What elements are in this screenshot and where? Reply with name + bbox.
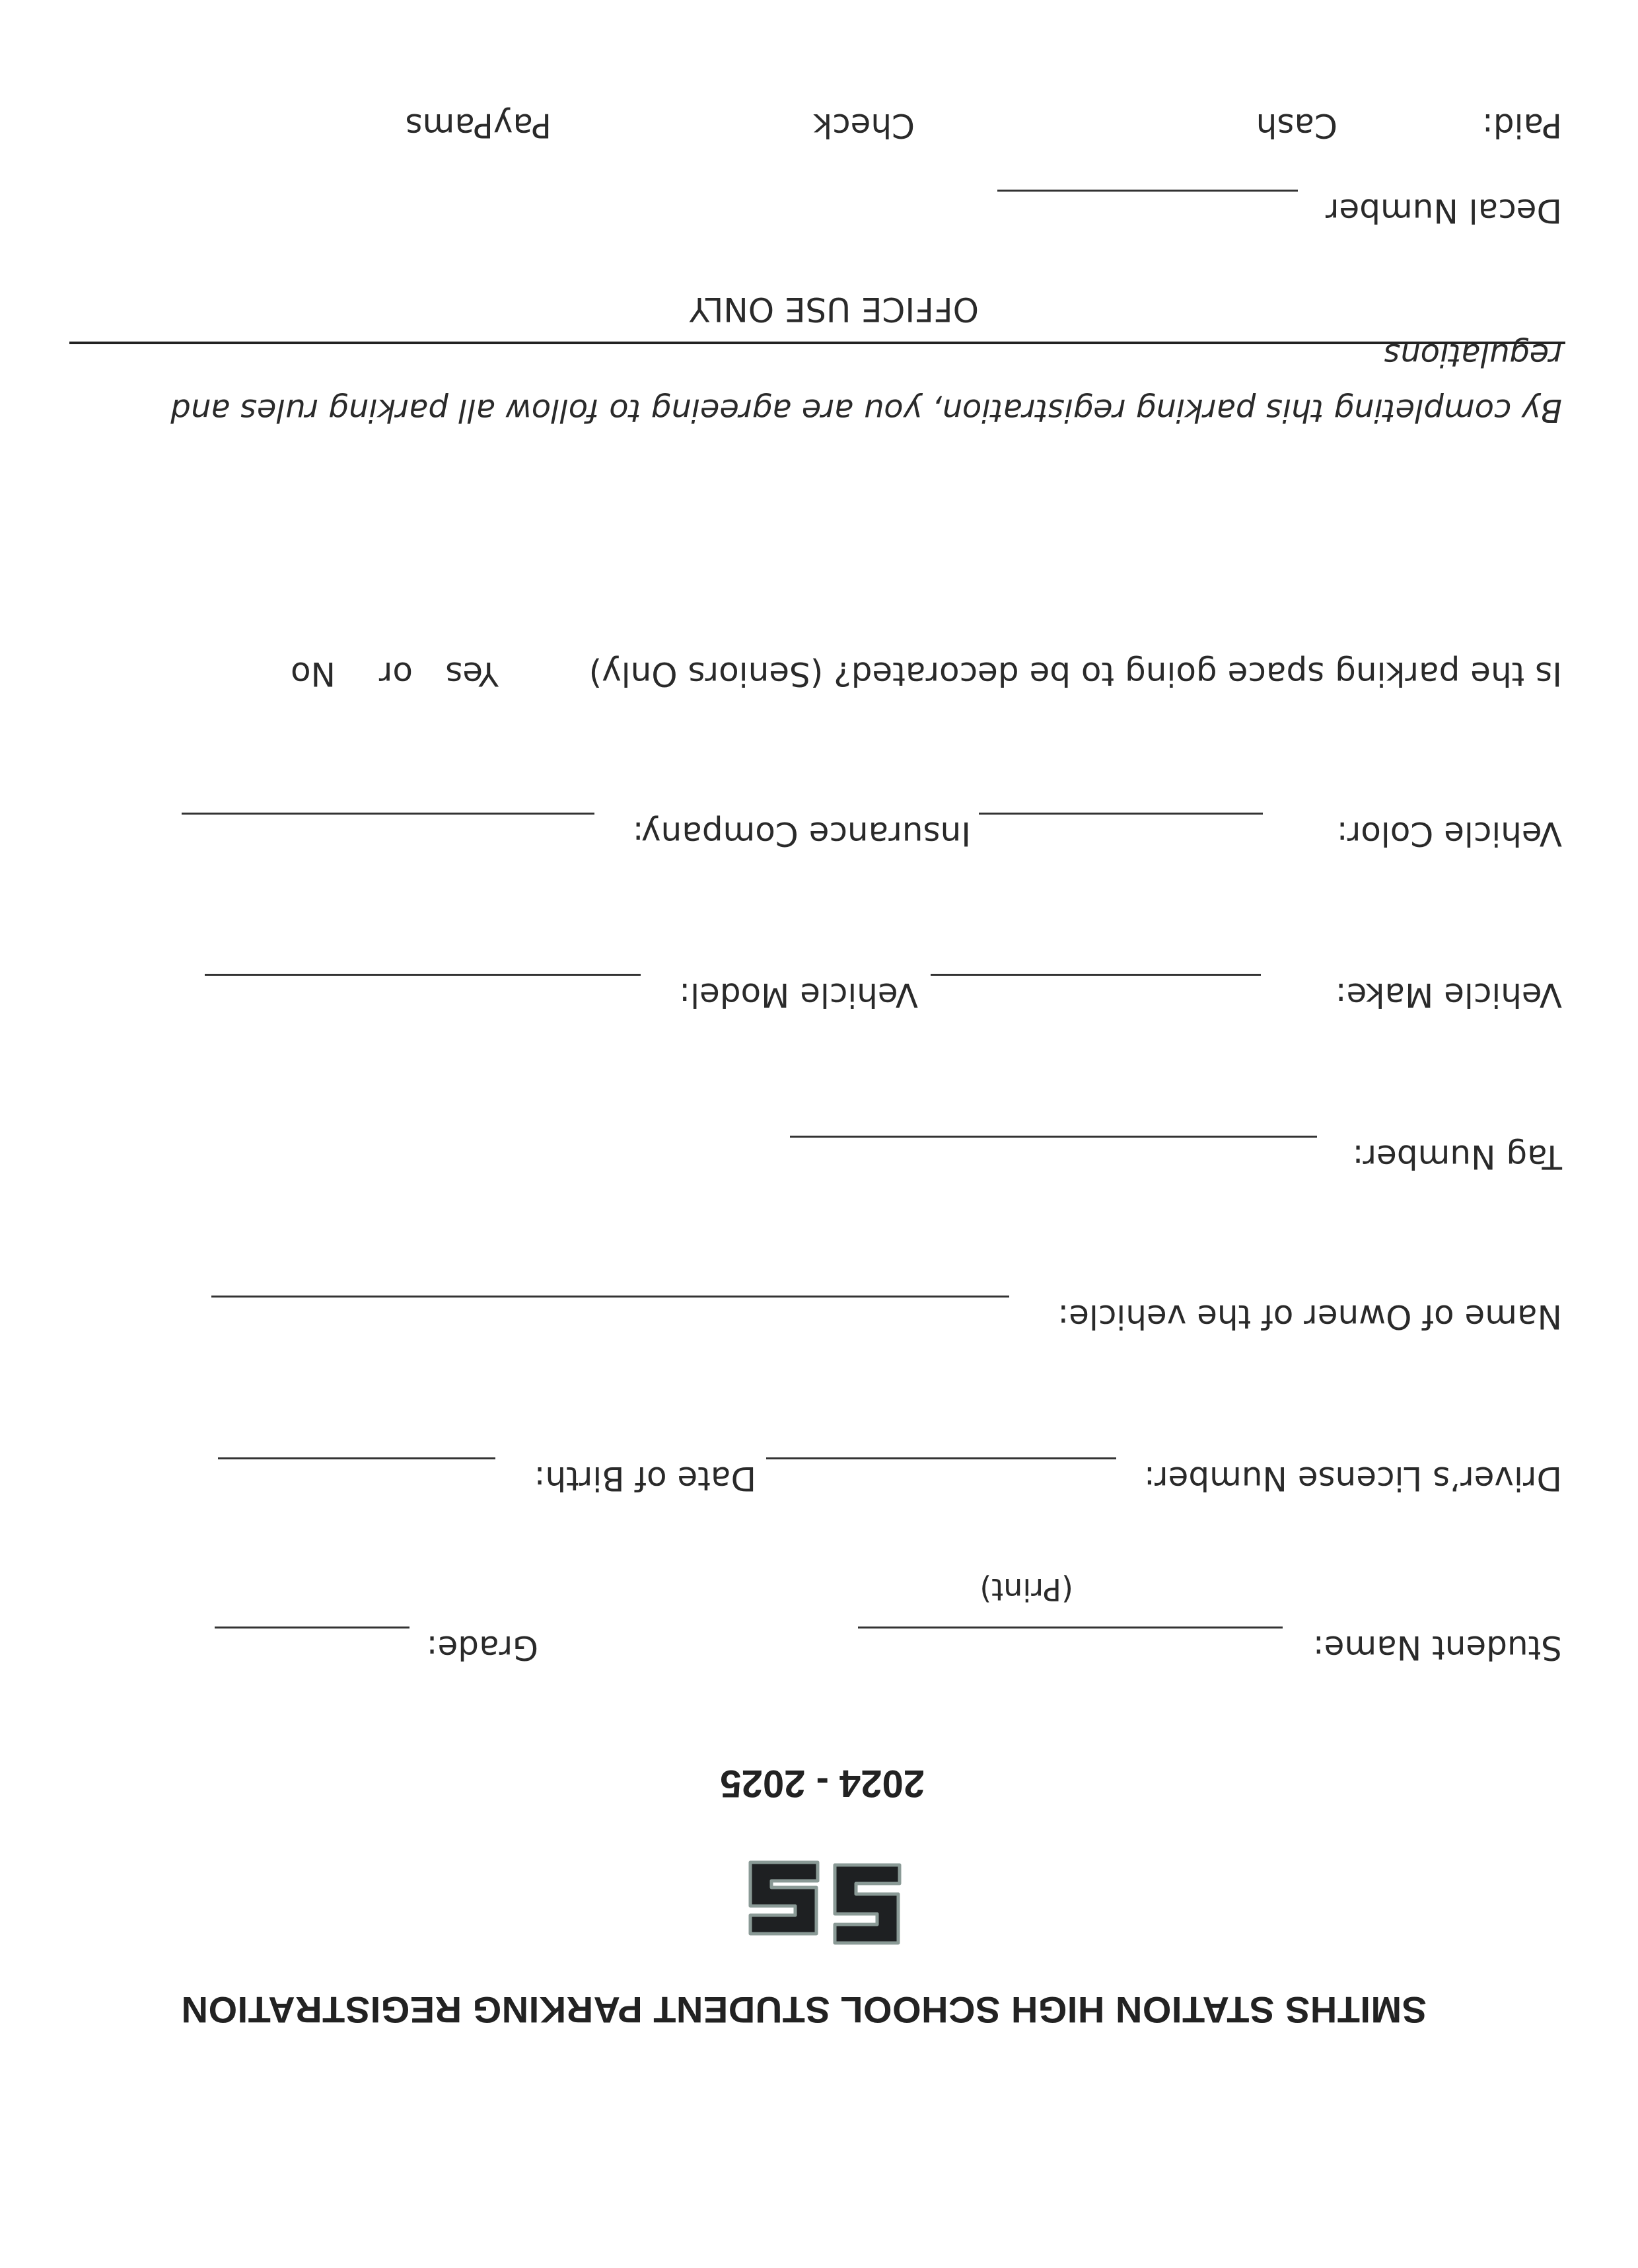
school-year: 2024 - 2025 (720, 1762, 925, 1805)
drivers-license-field[interactable] (766, 1457, 1116, 1459)
decorated-or-text: or (378, 655, 413, 693)
vehicle-make-field[interactable] (931, 974, 1261, 976)
paid-option-cash[interactable]: Cash (1256, 106, 1337, 145)
insurance-field[interactable] (182, 813, 594, 815)
office-use-heading: OFFICE USE ONLY (689, 290, 979, 328)
print-hint: (Print) (979, 1572, 1073, 1607)
paid-option-check[interactable]: Check (813, 106, 915, 145)
paid-label: Paid: (1481, 106, 1562, 145)
dob-label: Date of Birth: (534, 1459, 756, 1498)
vehicle-model-field[interactable] (205, 974, 641, 976)
agreement-text: By completing this parking registration, you are agreeing to follow all parking rules and regulations (170, 336, 1562, 429)
form-title: SMITHS STATION HIGH SCHOOL STUDENT PARKING REGISTRATION (181, 1989, 1427, 2031)
insurance-label: Insurance Company: (632, 815, 971, 853)
decal-number-label: Decal Number (1325, 192, 1562, 230)
vehicle-make-label: Vehicle Make: (1335, 976, 1562, 1014)
student-name-label: Student Name: (1312, 1628, 1562, 1667)
tag-number-label: Tag Number: (1352, 1138, 1562, 1176)
decal-number-field[interactable] (997, 190, 1298, 192)
tag-number-field[interactable] (790, 1136, 1317, 1138)
school-logo-icon (741, 1857, 906, 1950)
grade-label: Grade: (426, 1628, 538, 1667)
dob-field[interactable] (218, 1457, 495, 1459)
decorated-yes-option[interactable]: Yes (445, 655, 499, 693)
decorated-no-option[interactable]: No (291, 655, 336, 693)
owner-field[interactable] (211, 1296, 1009, 1298)
drivers-license-label: Driver’s License Number: (1144, 1459, 1562, 1498)
paid-option-paypams[interactable]: PayPams (405, 106, 552, 145)
vehicle-color-label: Vehicle Color: (1336, 815, 1562, 853)
grade-field[interactable] (215, 1627, 410, 1628)
student-name-field[interactable] (858, 1627, 1283, 1628)
decorated-question: Is the parking space going to be decorated? (Seniors Only) (588, 655, 1562, 693)
vehicle-model-label: Vehicle Model: (679, 976, 918, 1014)
office-divider (69, 342, 1565, 344)
owner-label: Name of Owner of the vehicle: (1057, 1298, 1562, 1336)
vehicle-color-field[interactable] (979, 813, 1263, 815)
